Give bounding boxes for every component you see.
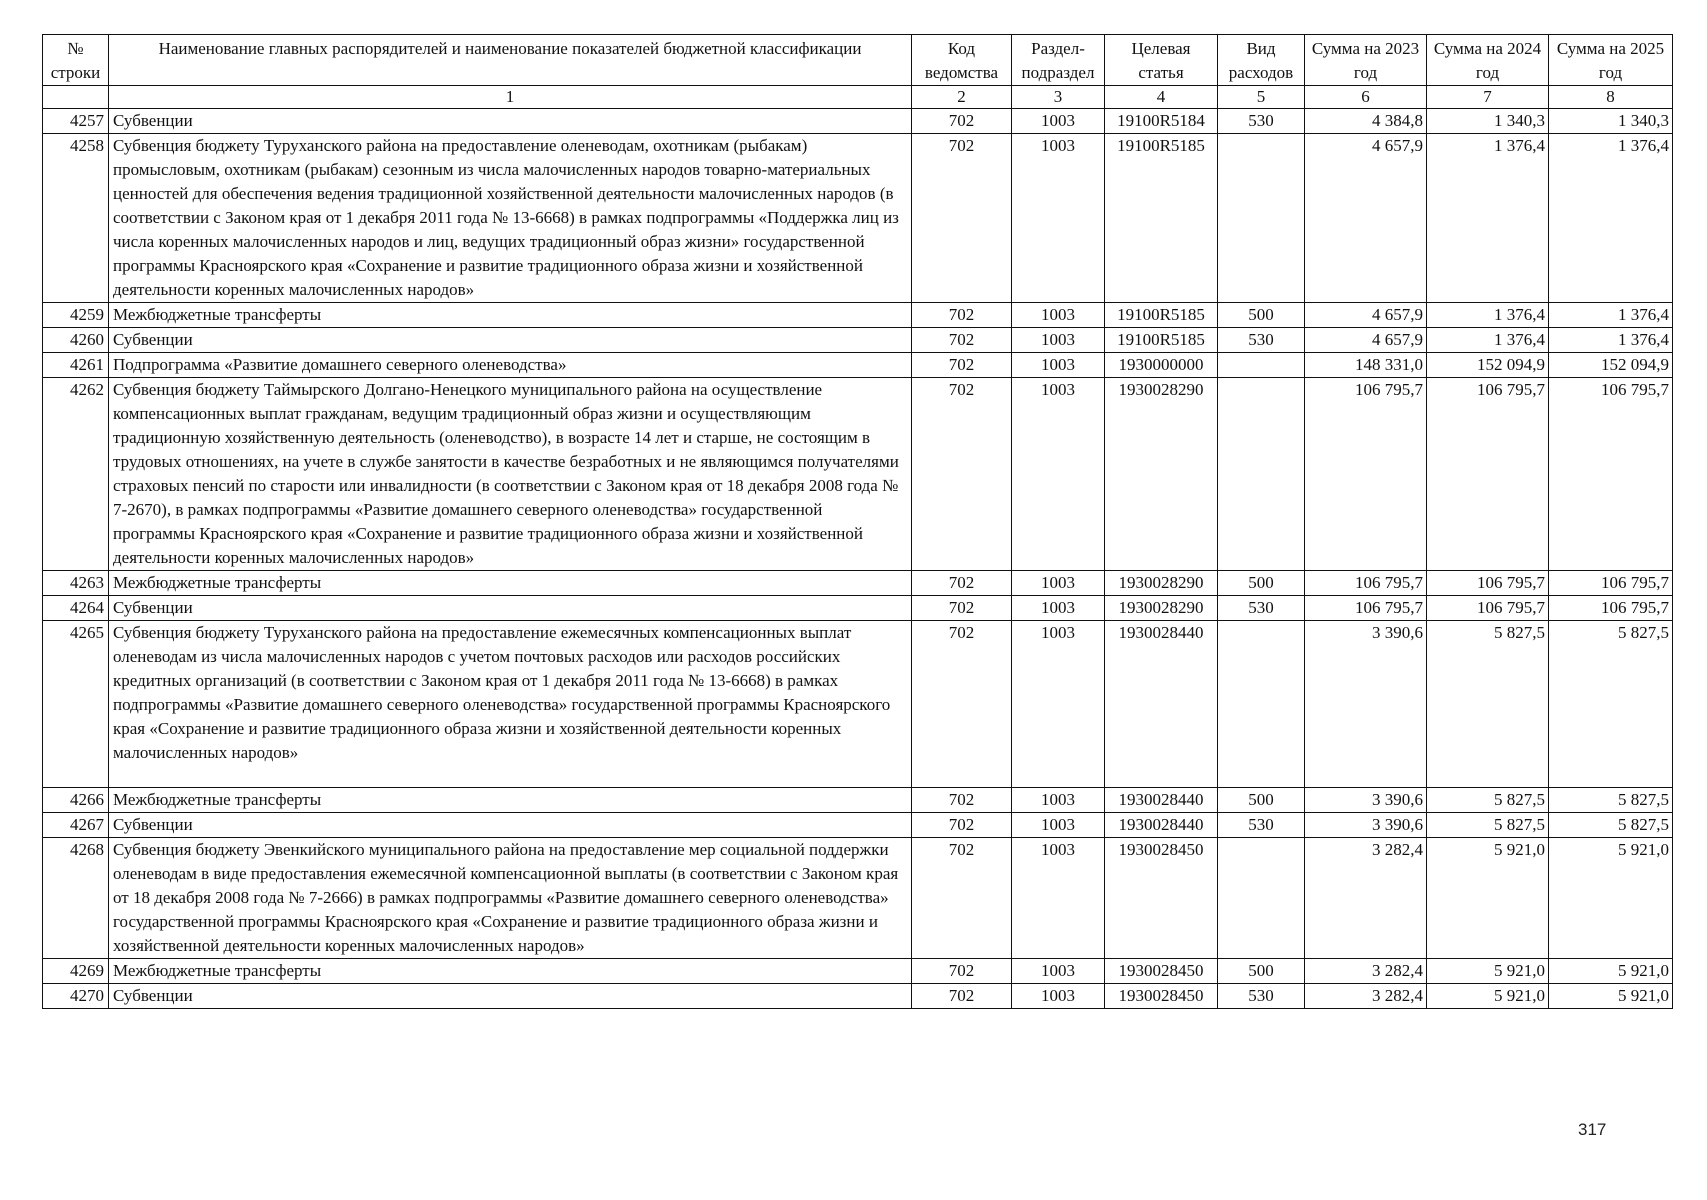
section-code: 1003 <box>1012 571 1105 596</box>
expense-type <box>1218 353 1305 378</box>
expense-type: 530 <box>1218 813 1305 838</box>
row-name: Субвенция бюджету Туруханского района на предоставление оленеводам, охотникам (рыбакам) промысловым, охотникам (рыбакам) сезонным из числа малочисленных народов товарно-материальных ценностей для обеспечения ведения традиционной хозяйственной деятельности малочисленных народов (в соответствии с Законом края от 1 декабря 2011 года № 13-6668) в рамках подпрограммы «Поддержка лиц из числа коренных малочисленных народов и лиц, ведущих традиционный образ жизни» государственной программы Красноярского края «Сохранение и развитие традиционного образа жизни и хозяйственной деятельности коренных малочисленных народов» <box>109 134 912 303</box>
expense-type: 530 <box>1218 596 1305 621</box>
dept-code: 702 <box>912 353 1012 378</box>
dept-code: 702 <box>912 621 1012 788</box>
target-article: 1930028450 <box>1105 984 1218 1009</box>
target-article: 1930028440 <box>1105 621 1218 788</box>
target-article: 1930028290 <box>1105 378 1218 571</box>
section-code: 1003 <box>1012 353 1105 378</box>
row-number: 4261 <box>43 353 109 378</box>
row-number: 4266 <box>43 788 109 813</box>
sum-2023: 106 795,7 <box>1305 378 1427 571</box>
row-name: Субвенция бюджету Туруханского района на предоставление ежемесячных компенсационных выплат оленеводам из числа малочисленных народов с учетом почтовых расходов или расходов российских кредитных организаций (в соответствии с Законом края от 1 декабря 2011 года № 13-6668) в рамках подпрограммы «Развитие домашнего северного оленеводства» государственной программы Красноярского края «Сохранение и развитие традиционного образа жизни и хозяйственной деятельности коренных малочисленных народов» <box>109 621 912 788</box>
header-sum-2025: Сумма на 2025 год <box>1549 35 1673 86</box>
header-target-article: Целевая статья <box>1105 35 1218 86</box>
row-name: Межбюджетные трансферты <box>109 571 912 596</box>
header-dept-code: Код ведомства <box>912 35 1012 86</box>
header-expense-type: Вид расходов <box>1218 35 1305 86</box>
row-name: Субвенции <box>109 328 912 353</box>
sum-2024: 1 340,3 <box>1427 109 1549 134</box>
sum-2023: 3 390,6 <box>1305 813 1427 838</box>
sum-2024: 5 921,0 <box>1427 959 1549 984</box>
expense-type <box>1218 621 1305 788</box>
row-number: 4258 <box>43 134 109 303</box>
section-code: 1003 <box>1012 134 1105 303</box>
sum-2024: 5 921,0 <box>1427 838 1549 959</box>
budget-table <box>42 34 1673 1009</box>
table-row <box>43 109 1673 134</box>
section-code: 1003 <box>1012 788 1105 813</box>
sum-2024: 1 376,4 <box>1427 303 1549 328</box>
table-row <box>43 134 1673 303</box>
row-name: Субвенции <box>109 813 912 838</box>
section-code: 1003 <box>1012 838 1105 959</box>
table-row <box>43 838 1673 959</box>
target-article: 1930028290 <box>1105 571 1218 596</box>
table-row <box>43 353 1673 378</box>
sum-2025: 5 921,0 <box>1549 959 1673 984</box>
column-number-row <box>43 86 1673 109</box>
expense-type <box>1218 378 1305 571</box>
table-row <box>43 813 1673 838</box>
sum-2023: 4 657,9 <box>1305 134 1427 303</box>
dept-code: 702 <box>912 303 1012 328</box>
section-code: 1003 <box>1012 303 1105 328</box>
expense-type <box>1218 134 1305 303</box>
dept-code: 702 <box>912 788 1012 813</box>
dept-code: 702 <box>912 813 1012 838</box>
table-row <box>43 303 1673 328</box>
sum-2025: 5 827,5 <box>1549 621 1673 788</box>
section-code: 1003 <box>1012 378 1105 571</box>
row-number: 4259 <box>43 303 109 328</box>
sum-2023: 4 384,8 <box>1305 109 1427 134</box>
section-code: 1003 <box>1012 621 1105 788</box>
row-name: Субвенция бюджету Эвенкийского муниципального района на предоставление мер социальной поддержки оленеводам в виде предоставления ежемесячной компенсационной выплаты (в соответствии с Законом края от 18 декабря 2008 года № 7-2666) в рамках подпрограммы «Развитие домашнего северного оленеводства» государственной программы Красноярского края «Сохранение и развитие традиционного образа жизни и хозяйственной деятельности коренных малочисленных народов» <box>109 838 912 959</box>
header-name: Наименование главных распорядителей и наименование показателей бюджетной классификации <box>109 35 912 86</box>
sum-2024: 5 827,5 <box>1427 621 1549 788</box>
section-code: 1003 <box>1012 813 1105 838</box>
row-number: 4270 <box>43 984 109 1009</box>
row-number: 4263 <box>43 571 109 596</box>
sum-2025: 1 340,3 <box>1549 109 1673 134</box>
sum-2025: 5 921,0 <box>1549 984 1673 1009</box>
table-row <box>43 596 1673 621</box>
row-name: Субвенция бюджету Таймырского Долгано-Ненецкого муниципального района на осуществление компенсационных выплат гражданам, ведущим традиционный образ жизни и осуществляющим традиционную хозяйственную деятельность (оленеводство), в возрасте 14 лет и старше, не состоящим в трудовых отношениях, на учете в службе занятости в качестве безработных и не являющимся получателями страховых пенсий по старости или инвалидности (в соответствии с Законом края от 18 декабря 2008 года № 7-2670), в рамках подпрограммы «Развитие домашнего северного оленеводства» государственной программы Красноярского края «Сохранение и развитие традиционного образа жизни и хозяйственной деятельности коренных малочисленных народов» <box>109 378 912 571</box>
column-number: 1 <box>109 86 912 109</box>
row-name: Субвенции <box>109 596 912 621</box>
table-row <box>43 984 1673 1009</box>
table-body <box>43 109 1673 1009</box>
table-row <box>43 378 1673 571</box>
header-row-number: № строки <box>43 35 109 86</box>
row-number: 4257 <box>43 109 109 134</box>
sum-2025: 5 827,5 <box>1549 788 1673 813</box>
dept-code: 702 <box>912 959 1012 984</box>
sum-2025: 1 376,4 <box>1549 328 1673 353</box>
target-article: 19100R5185 <box>1105 134 1218 303</box>
sum-2024: 5 827,5 <box>1427 788 1549 813</box>
sum-2024: 106 795,7 <box>1427 378 1549 571</box>
section-code: 1003 <box>1012 109 1105 134</box>
sum-2023: 3 390,6 <box>1305 788 1427 813</box>
sum-2025: 5 921,0 <box>1549 838 1673 959</box>
row-number: 4267 <box>43 813 109 838</box>
dept-code: 702 <box>912 596 1012 621</box>
expense-type: 500 <box>1218 788 1305 813</box>
column-number: 7 <box>1427 86 1549 109</box>
sum-2025: 106 795,7 <box>1549 596 1673 621</box>
row-number: 4268 <box>43 838 109 959</box>
sum-2024: 152 094,9 <box>1427 353 1549 378</box>
section-code: 1003 <box>1012 596 1105 621</box>
target-article: 1930028450 <box>1105 959 1218 984</box>
sum-2025: 106 795,7 <box>1549 571 1673 596</box>
column-number: 2 <box>912 86 1012 109</box>
table-row <box>43 959 1673 984</box>
sum-2023: 106 795,7 <box>1305 571 1427 596</box>
table-row <box>43 571 1673 596</box>
row-name: Межбюджетные трансферты <box>109 959 912 984</box>
expense-type <box>1218 838 1305 959</box>
dept-code: 702 <box>912 134 1012 303</box>
header-row <box>43 35 1673 86</box>
expense-type: 500 <box>1218 571 1305 596</box>
sum-2023: 3 282,4 <box>1305 838 1427 959</box>
header-sum-2024: Сумма на 2024 год <box>1427 35 1549 86</box>
sum-2025: 1 376,4 <box>1549 303 1673 328</box>
sum-2023: 3 282,4 <box>1305 984 1427 1009</box>
row-name: Субвенции <box>109 109 912 134</box>
row-number: 4262 <box>43 378 109 571</box>
row-number: 4265 <box>43 621 109 788</box>
row-name: Межбюджетные трансферты <box>109 303 912 328</box>
target-article: 1930028450 <box>1105 838 1218 959</box>
sum-2024: 5 921,0 <box>1427 984 1549 1009</box>
expense-type: 530 <box>1218 328 1305 353</box>
sum-2023: 106 795,7 <box>1305 596 1427 621</box>
sum-2024: 1 376,4 <box>1427 328 1549 353</box>
dept-code: 702 <box>912 109 1012 134</box>
section-code: 1003 <box>1012 328 1105 353</box>
target-article: 1930000000 <box>1105 353 1218 378</box>
row-number: 4260 <box>43 328 109 353</box>
sum-2024: 5 827,5 <box>1427 813 1549 838</box>
column-number: 3 <box>1012 86 1105 109</box>
sum-2025: 152 094,9 <box>1549 353 1673 378</box>
dept-code: 702 <box>912 984 1012 1009</box>
sum-2025: 106 795,7 <box>1549 378 1673 571</box>
row-number: 4269 <box>43 959 109 984</box>
column-number-blank <box>43 86 109 109</box>
dept-code: 702 <box>912 571 1012 596</box>
table-row <box>43 328 1673 353</box>
sum-2023: 3 390,6 <box>1305 621 1427 788</box>
header-section: Раздел-подраздел <box>1012 35 1105 86</box>
sum-2024: 106 795,7 <box>1427 571 1549 596</box>
sum-2025: 5 827,5 <box>1549 813 1673 838</box>
column-number: 8 <box>1549 86 1673 109</box>
row-number: 4264 <box>43 596 109 621</box>
target-article: 1930028290 <box>1105 596 1218 621</box>
row-name: Субвенции <box>109 984 912 1009</box>
target-article: 19100R5184 <box>1105 109 1218 134</box>
dept-code: 702 <box>912 838 1012 959</box>
expense-type: 530 <box>1218 984 1305 1009</box>
sum-2023: 148 331,0 <box>1305 353 1427 378</box>
expense-type: 500 <box>1218 959 1305 984</box>
sum-2024: 1 376,4 <box>1427 134 1549 303</box>
row-name: Подпрограмма «Развитие домашнего северного оленеводства» <box>109 353 912 378</box>
column-number: 5 <box>1218 86 1305 109</box>
section-code: 1003 <box>1012 984 1105 1009</box>
target-article: 19100R5185 <box>1105 303 1218 328</box>
target-article: 1930028440 <box>1105 788 1218 813</box>
table-row <box>43 788 1673 813</box>
sum-2025: 1 376,4 <box>1549 134 1673 303</box>
row-name: Межбюджетные трансферты <box>109 788 912 813</box>
column-number: 4 <box>1105 86 1218 109</box>
sum-2023: 4 657,9 <box>1305 328 1427 353</box>
expense-type: 500 <box>1218 303 1305 328</box>
column-number: 6 <box>1305 86 1427 109</box>
section-code: 1003 <box>1012 959 1105 984</box>
expense-type: 530 <box>1218 109 1305 134</box>
table-row <box>43 621 1673 788</box>
header-sum-2023: Сумма на 2023 год <box>1305 35 1427 86</box>
sum-2023: 3 282,4 <box>1305 959 1427 984</box>
sum-2024: 106 795,7 <box>1427 596 1549 621</box>
dept-code: 702 <box>912 378 1012 571</box>
dept-code: 702 <box>912 328 1012 353</box>
sum-2023: 4 657,9 <box>1305 303 1427 328</box>
target-article: 1930028440 <box>1105 813 1218 838</box>
page-number: 317 <box>1578 1120 1607 1139</box>
target-article: 19100R5185 <box>1105 328 1218 353</box>
